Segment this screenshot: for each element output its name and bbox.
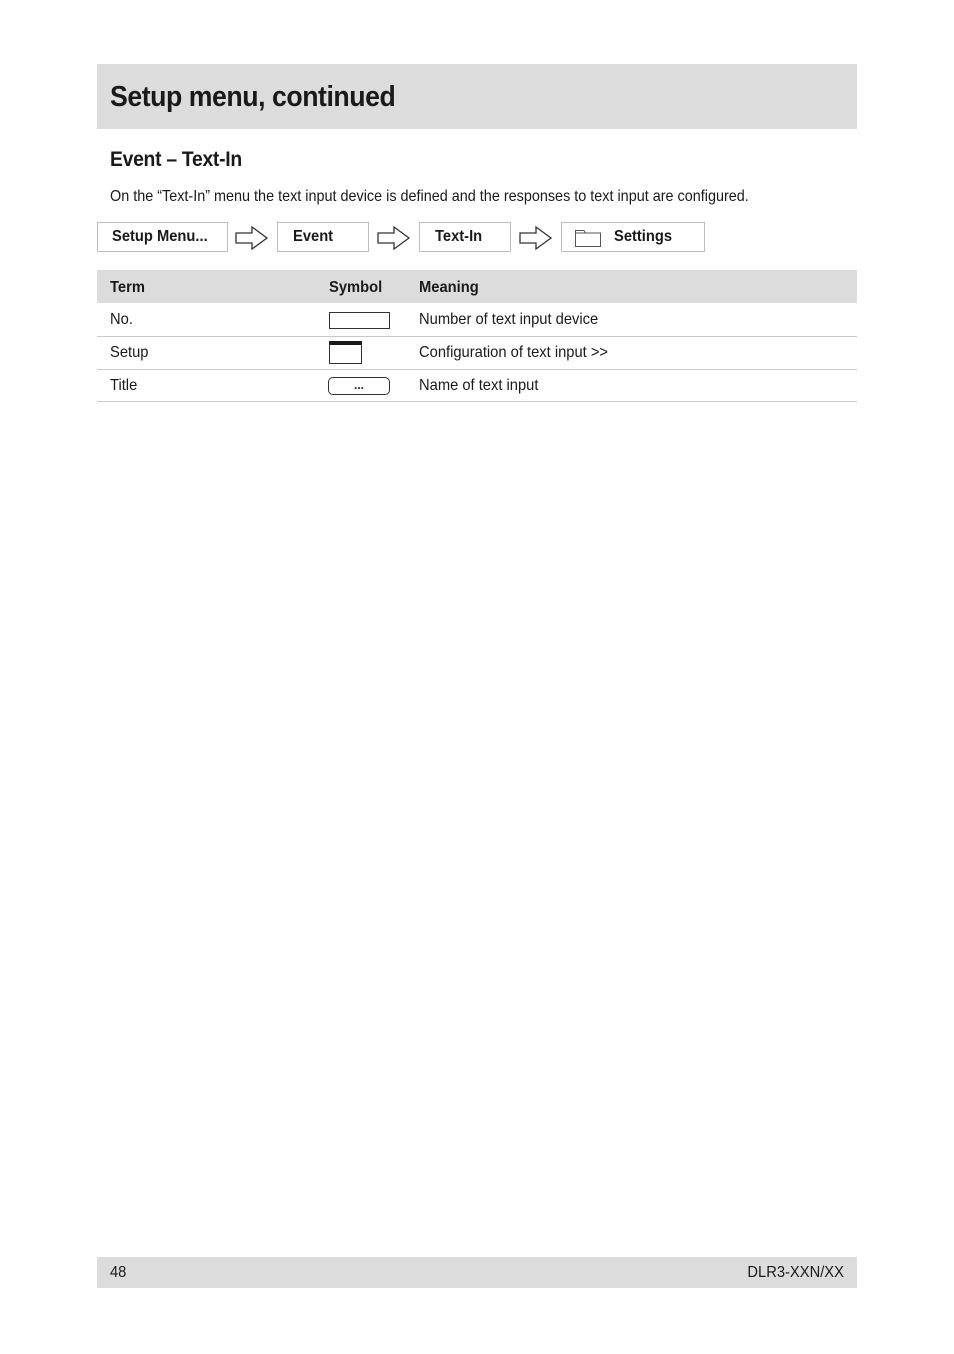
arrow-right-outline-icon	[235, 225, 269, 251]
page-title: Setup menu, continued	[110, 81, 396, 113]
section-intro: On the “Text-In” menu the text input device is defined and the responses to text input are configured.	[110, 188, 749, 205]
row-meaning: Number of text input device	[419, 311, 599, 328]
row-divider	[97, 401, 857, 402]
breadcrumb-item-label: Event	[293, 228, 334, 245]
page-number: 48	[110, 1264, 127, 1281]
model-number: DLR3-XXN/XX	[747, 1264, 844, 1281]
row-divider	[97, 369, 857, 370]
breadcrumb-item-label: Settings	[614, 228, 673, 245]
row-term: Setup	[110, 344, 149, 361]
breadcrumb-item-label: Text-In	[435, 228, 483, 245]
section-title: Event – Text-In	[110, 148, 242, 171]
header-band	[97, 64, 857, 129]
arrow-right-outline-icon	[377, 225, 411, 251]
input-field-icon	[329, 312, 390, 329]
row-meaning: Configuration of text input >>	[419, 344, 609, 361]
breadcrumb-item-label: Setup Menu...	[112, 228, 208, 245]
window-icon	[329, 341, 362, 364]
arrow-right-outline-icon	[519, 225, 553, 251]
folder-icon	[575, 230, 601, 247]
column-header-term: Term	[110, 279, 145, 296]
breadcrumb-item-event[interactable]	[277, 222, 369, 252]
row-term: Title	[110, 377, 138, 394]
footer-band	[97, 1257, 857, 1288]
breadcrumb-item-setup-menu[interactable]	[97, 222, 228, 252]
row-term: No.	[110, 311, 133, 328]
column-header-meaning: Meaning	[419, 279, 479, 296]
row-divider	[97, 336, 857, 337]
breadcrumb-item-text-in[interactable]	[419, 222, 511, 252]
ellipsis-button-text: ...	[353, 378, 364, 392]
row-meaning: Name of text input	[419, 377, 539, 394]
column-header-symbol: Symbol	[329, 279, 383, 296]
breadcrumb-item-settings[interactable]	[561, 222, 705, 252]
ellipsis-button-icon	[328, 377, 390, 395]
